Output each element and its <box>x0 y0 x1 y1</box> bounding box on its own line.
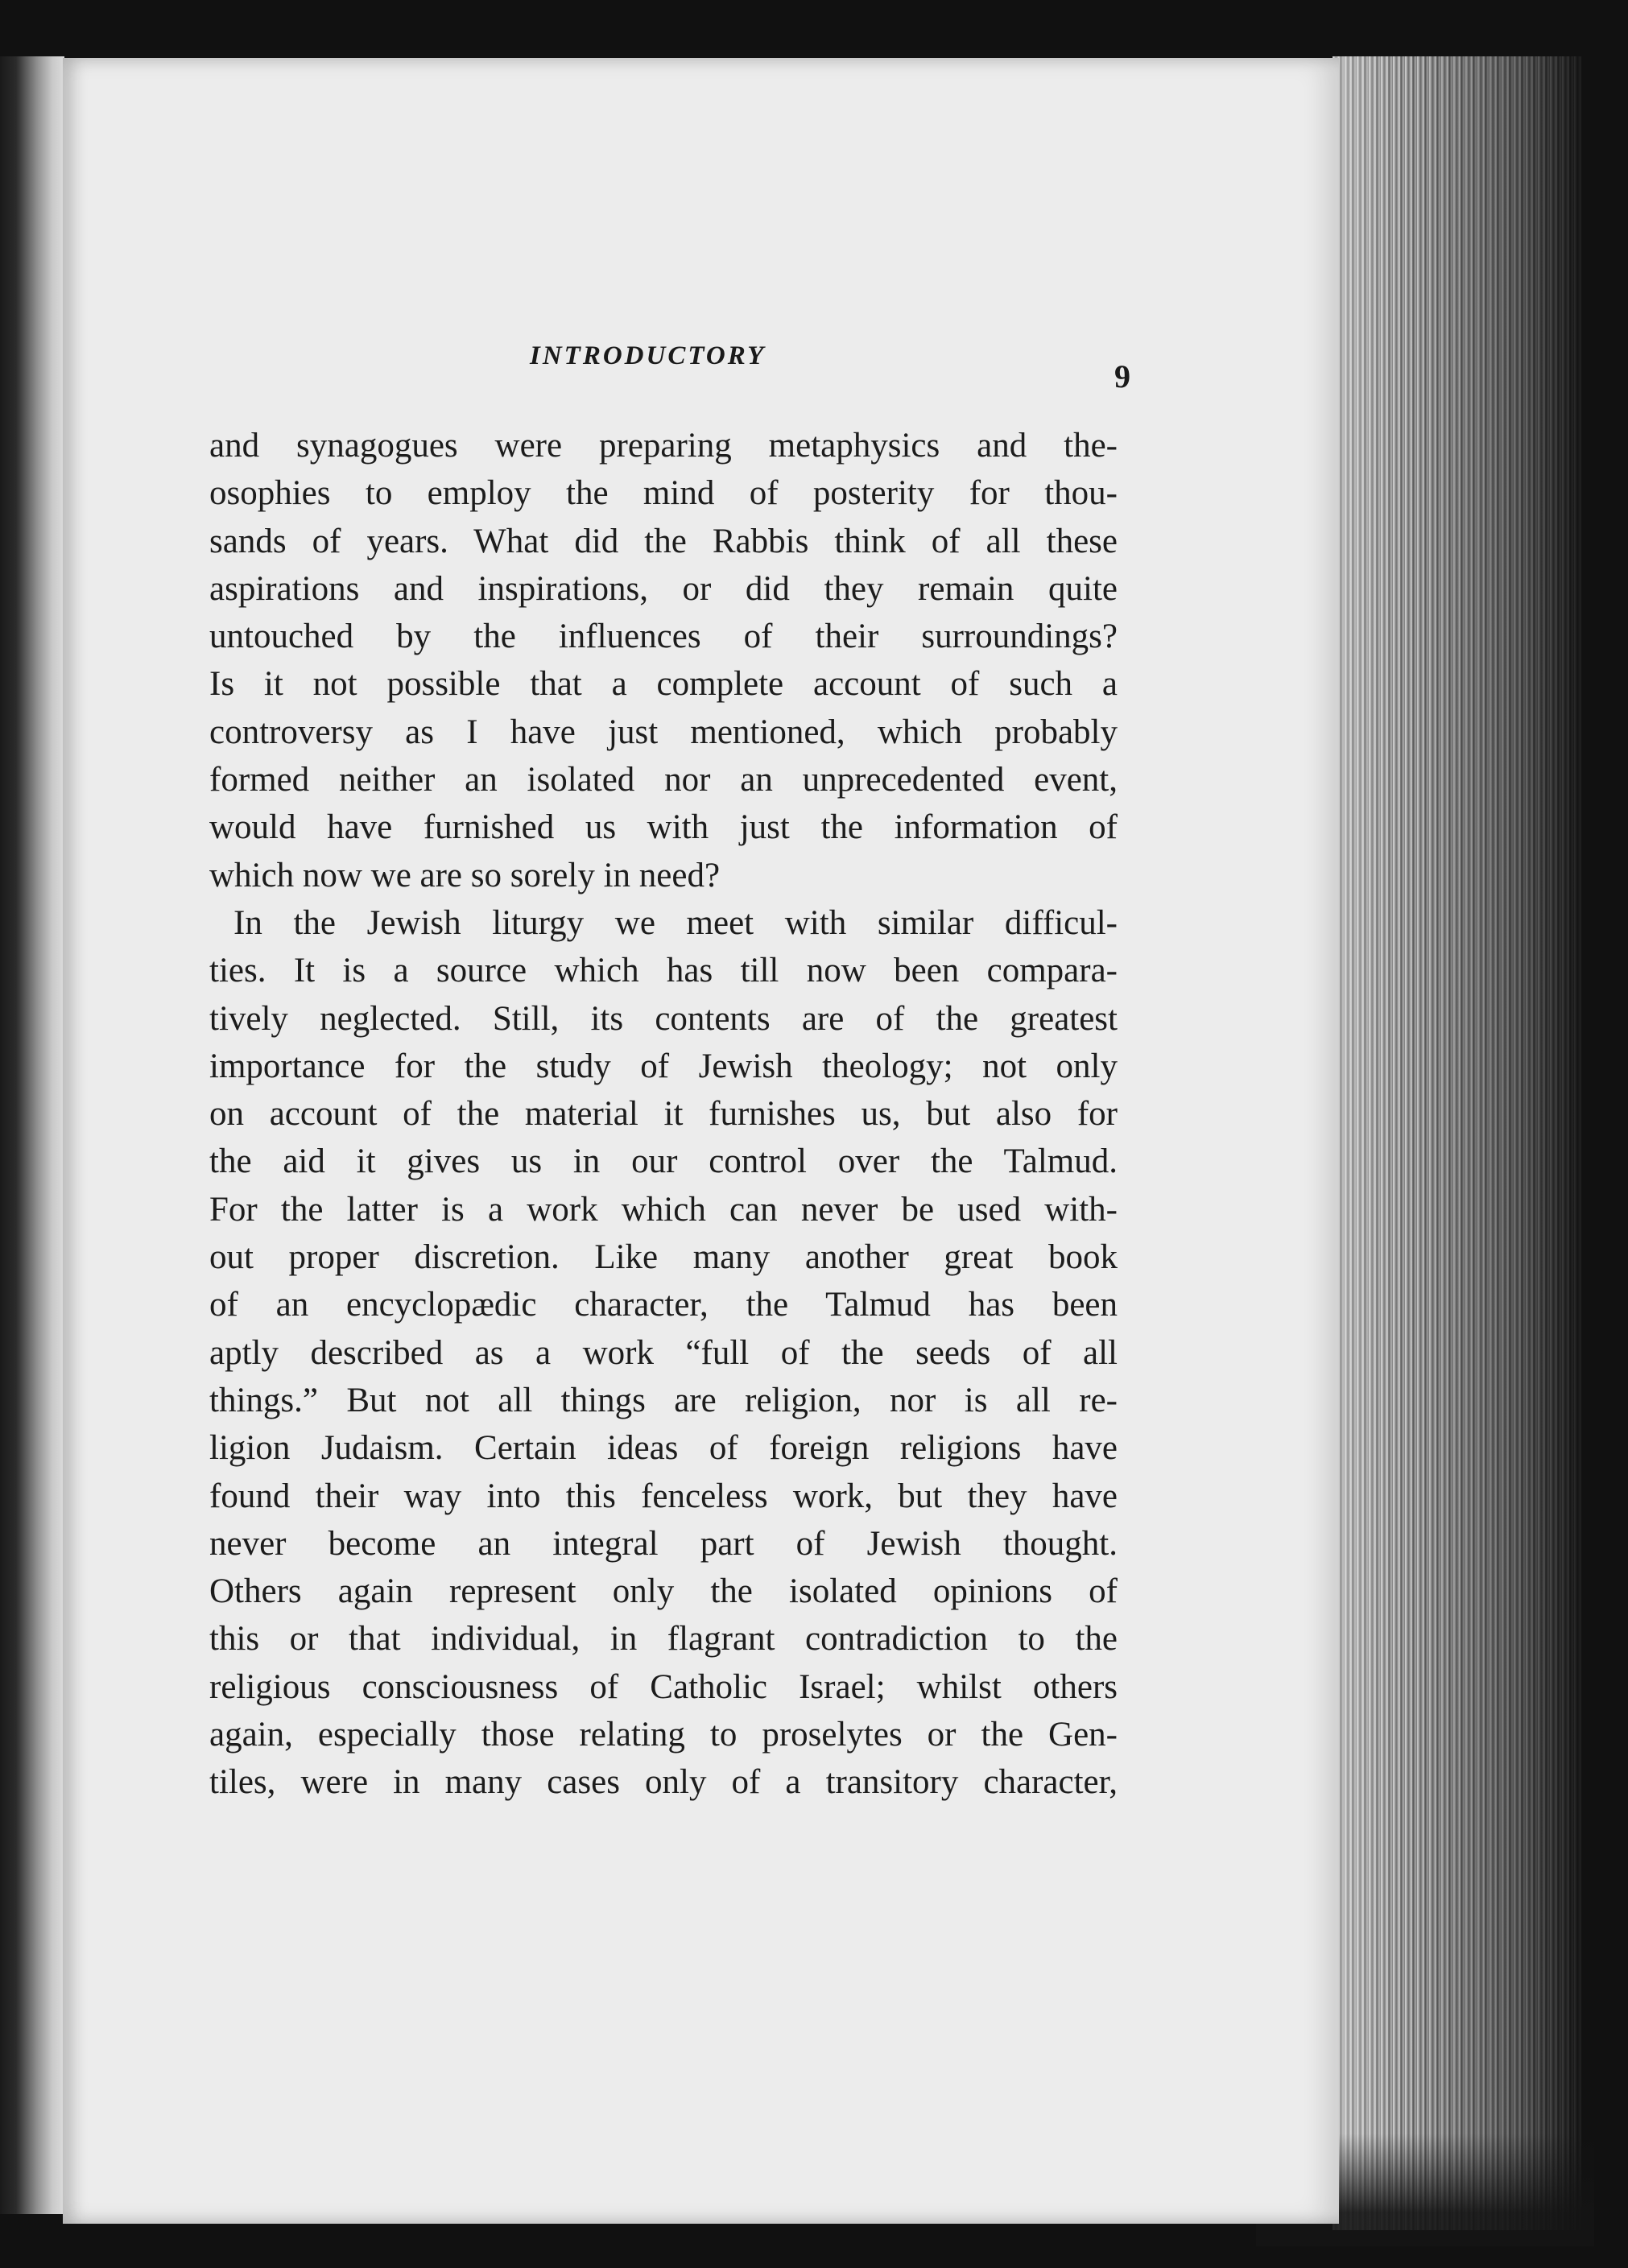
text-line: would have furnished us with just the information of <box>209 808 1118 847</box>
text-line: importance for the study of Jewish theology; not only <box>209 1047 1118 1085</box>
text-line: on account of the material it furnishes us, but also for <box>209 1095 1118 1134</box>
book-page <box>63 58 1339 2224</box>
text-line: found their way into this fenceless work, but they have <box>209 1477 1118 1515</box>
text-line: untouched by the influences of their surroundings? <box>209 618 1118 656</box>
text-line: Others again represent only the isolated opinions of <box>209 1572 1118 1611</box>
text-line: aptly described as a work “full of the seeds of all <box>209 1333 1118 1372</box>
text-line: sands of years. What did the Rabbis think of all these <box>209 522 1118 560</box>
text-line: again, especially those relating to proselytes or the Gen- <box>209 1716 1118 1754</box>
text-line: religious consciousness of Catholic Israel; whilst others <box>209 1667 1118 1706</box>
text-line: this or that individual, in flagrant contradiction to the <box>209 1620 1118 1659</box>
text-line: For the latter is a work which can never be used with- <box>209 1190 1118 1229</box>
text-line: and synagogues were preparing metaphysics and the- <box>209 427 1118 465</box>
text-line: formed neither an isolated nor an unprecedented event, <box>209 761 1118 799</box>
text-line: aspirations and inspirations, or did they remain quite <box>209 569 1118 608</box>
page-edges-shade <box>1333 56 1582 2230</box>
book-binding-left <box>0 56 64 2214</box>
text-line: which now we are so sorely in need? <box>209 856 721 894</box>
text-line: never become an integral part of Jewish thought. <box>209 1524 1118 1563</box>
running-head: INTRODUCTORY <box>530 341 766 370</box>
text-line: of an encyclopædic character, the Talmud has been <box>209 1286 1118 1324</box>
page-number: 9 <box>1114 358 1130 395</box>
text-line: things.” But not all things are religion, nor is all re- <box>209 1381 1118 1419</box>
text-line: tively neglected. Still, its contents are of the greatest <box>209 999 1118 1038</box>
text-line: ligion Judaism. Certain ideas of foreign religions have <box>209 1429 1118 1468</box>
body-text <box>209 422 1118 1807</box>
text-line: In the Jewish liturgy we meet with similar difficul- <box>233 903 1118 942</box>
text-line: out proper discretion. Like many another great book <box>209 1238 1118 1277</box>
text-line: osophies to employ the mind of posterity for thou- <box>209 474 1118 513</box>
text-line: controversy as I have just mentioned, which probably <box>209 713 1118 751</box>
text-line: tiles, were in many cases only of a transitory character, <box>209 1763 1118 1802</box>
text-line: Is it not possible that a complete account of such a <box>209 665 1118 704</box>
text-line: ties. It is a source which has till now been compara- <box>209 952 1118 990</box>
text-line: the aid it gives us in our control over the Talmud. <box>209 1142 1118 1181</box>
